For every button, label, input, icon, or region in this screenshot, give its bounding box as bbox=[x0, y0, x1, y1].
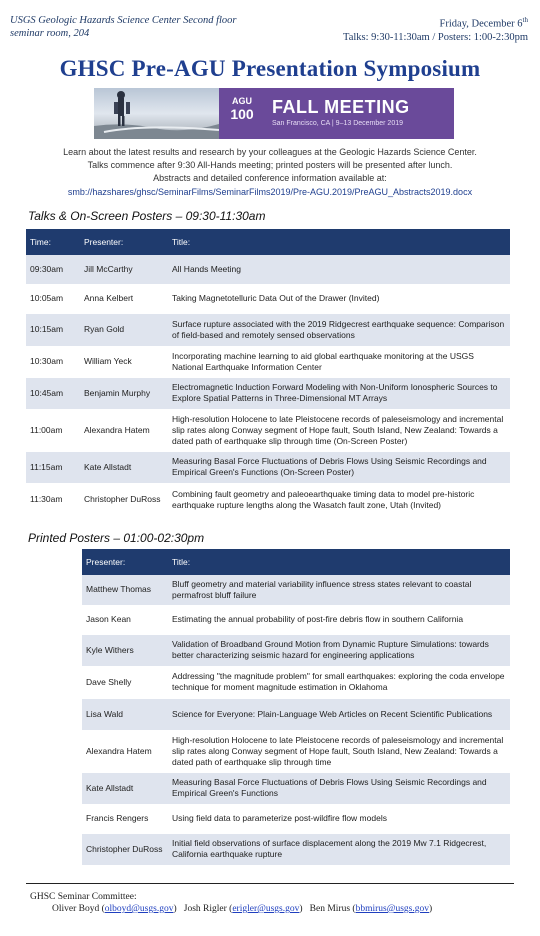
intro-line-2: Talks commence after 9:30 All-Hands meeting; printed posters will be presented after lunch. bbox=[87, 160, 453, 170]
talk-row bbox=[26, 346, 510, 377]
banner-scene-image bbox=[94, 88, 219, 139]
talk-time: 11:15am bbox=[26, 451, 80, 483]
poster-presenter: Lisa Wald bbox=[82, 698, 168, 730]
talk-time: 11:00am bbox=[26, 409, 80, 451]
poster-title: Initial field observations of surface displacement along the 2019 Mw 7.1 Ridgecrest, California earthquake rupture bbox=[168, 833, 510, 865]
poster-presenter: Francis Rengers bbox=[82, 804, 168, 833]
talk-presenter: Ryan Gold bbox=[80, 313, 168, 346]
member-email-link[interactable]: olboyd@usgs.gov bbox=[104, 904, 174, 914]
talk-presenter: Anna Kelbert bbox=[80, 284, 168, 313]
talk-title: All Hands Meeting bbox=[168, 255, 510, 284]
talk-title: Surface rupture associated with the 2019 Ridgecrest earthquake sequence: Comparison of field-based and remotely sensed observations bbox=[168, 313, 510, 346]
posters-table bbox=[82, 549, 510, 866]
banner-event-name: FALL MEETING bbox=[272, 97, 410, 117]
talks-header-row bbox=[26, 229, 510, 255]
banner-event-subtitle: San Francisco, CA | 9–13 December 2019 bbox=[272, 120, 404, 127]
member-email-link[interactable]: bbmirus@usgs.gov bbox=[355, 904, 430, 914]
talk-row bbox=[26, 284, 510, 313]
poster-row bbox=[82, 634, 510, 666]
event-times: Talks: 9:30-11:30am / Posters: 1:00-2:30pm bbox=[343, 31, 528, 43]
poster-presenter: Dave Shelly bbox=[82, 666, 168, 698]
footer-divider bbox=[26, 883, 514, 884]
poster-row bbox=[82, 575, 510, 605]
talk-time: 10:05am bbox=[26, 284, 80, 313]
poster-row bbox=[82, 698, 510, 730]
column-header-title: Title: bbox=[168, 549, 510, 575]
poster-title: Measuring Basal Force Fluctuations of Debris Flows Using Seismic Recordings and Empirical Green's Functions bbox=[168, 772, 510, 804]
member-name: Ben Mirus bbox=[309, 904, 351, 914]
event-date: Friday, December 6th bbox=[439, 16, 528, 30]
column-header-time: Time: bbox=[26, 229, 80, 255]
talk-presenter: Christopher DuRoss bbox=[80, 483, 168, 516]
talk-presenter: Kate Allstadt bbox=[80, 451, 168, 483]
talks-section-title: Talks & On-Screen Posters – 09:30-11:30am bbox=[28, 209, 266, 223]
schedule-info bbox=[343, 14, 528, 44]
abstracts-link[interactable]: smb://hazshares/ghsc/SeminarFilms/SeminarFilms2019/Pre-AGU.2019/PreAGU_Abstracts2019.docx bbox=[67, 187, 473, 197]
talk-row bbox=[26, 255, 510, 284]
poster-presenter: Jason Kean bbox=[82, 605, 168, 634]
talk-row bbox=[26, 313, 510, 346]
poster-title: Science for Everyone: Plain-Language Web Articles on Recent Scientific Publications bbox=[168, 698, 510, 730]
talk-title: Combining fault geometry and paleoearthquake timing data to model pre-historic earthquake rupture lengths along the Wasatch fault zone, Utah (Invited) bbox=[168, 483, 510, 516]
committee-footer bbox=[30, 891, 432, 915]
poster-title: Estimating the annual probability of post-fire debris flow in southern California bbox=[168, 605, 510, 634]
poster-row bbox=[82, 666, 510, 698]
poster-row bbox=[82, 804, 510, 833]
member-email-link[interactable]: erigler@usgs.gov bbox=[232, 904, 300, 914]
poster-row bbox=[82, 605, 510, 634]
intro-text bbox=[20, 146, 520, 185]
talk-title: Measuring Basal Force Fluctuations of Debris Flows Using Seismic Recordings and Empirical Green's Functions (On-Screen Poster) bbox=[168, 451, 510, 483]
location-line-1: USGS Geologic Hazards Science Center Second floor bbox=[10, 15, 237, 26]
posters-section-title: Printed Posters – 01:00-02:30pm bbox=[28, 531, 205, 545]
talk-title: Taking Magnetotelluric Data Out of the Drawer (Invited) bbox=[168, 284, 510, 313]
poster-title: Validation of Broadband Ground Motion from Dynamic Rupture Simulations: towards better characterizing seismic hazard for engineering applications bbox=[168, 634, 510, 666]
talk-time: 10:45am bbox=[26, 377, 80, 409]
talk-row bbox=[26, 451, 510, 483]
posters-header-row bbox=[82, 549, 510, 575]
intro-line-1: Learn about the latest results and research by your colleagues at the Geologic Hazards Science Center. bbox=[63, 147, 477, 157]
talk-title: Incorporating machine learning to aid global earthquake monitoring at the USGS National Earthquake Information Center bbox=[168, 346, 510, 377]
column-header-presenter: Presenter: bbox=[80, 229, 168, 255]
poster-row bbox=[82, 772, 510, 804]
poster-presenter: Kate Allstadt bbox=[82, 772, 168, 804]
talk-row bbox=[26, 483, 510, 516]
talk-presenter: Alexandra Hatem bbox=[80, 409, 168, 451]
talk-title: Electromagnetic Induction Forward Modeling with Non-Uniform Ionospheric Sources to Explore Spatial Patterns in Three-Dimensional MT Arrays bbox=[168, 377, 510, 409]
poster-presenter: Matthew Thomas bbox=[82, 575, 168, 605]
talk-row bbox=[26, 409, 510, 451]
talk-row bbox=[26, 377, 510, 409]
agu-fall-meeting-banner bbox=[94, 88, 454, 139]
member-name: Josh Rigler bbox=[183, 904, 227, 914]
column-header-title: Title: bbox=[168, 229, 510, 255]
poster-title: Addressing "the magnitude problem" for small earthquakes: exploring the coda envelope technique for moment magnitude estimation in Oklahoma bbox=[168, 666, 510, 698]
poster-title: Bluff geometry and material variability influence stress states relevant to coastal permafrost bluff failure bbox=[168, 575, 510, 605]
poster-presenter: Kyle Withers bbox=[82, 634, 168, 666]
committee-members: Oliver Boyd (olboyd@usgs.gov) Josh Rigler (erigler@usgs.gov) Ben Mirus (bbmirus@usgs.gov) bbox=[52, 904, 433, 914]
location-info bbox=[10, 14, 236, 40]
talks-table bbox=[26, 229, 510, 517]
committee-label: GHSC Seminar Committee: bbox=[30, 892, 137, 902]
poster-row bbox=[82, 730, 510, 772]
column-header-presenter: Presenter: bbox=[82, 549, 168, 575]
poster-presenter: Christopher DuRoss bbox=[82, 833, 168, 865]
banner-scene-graphic bbox=[94, 88, 219, 139]
page-title: GHSC Pre-AGU Presentation Symposium bbox=[59, 56, 481, 81]
talk-presenter: William Yeck bbox=[80, 346, 168, 377]
intro-line-3: Abstracts and detailed conference information available at: bbox=[153, 173, 387, 183]
talk-time: 10:30am bbox=[26, 346, 80, 377]
agu-100-logo: AGU 100 bbox=[230, 96, 254, 122]
talk-presenter: Benjamin Murphy bbox=[80, 377, 168, 409]
talk-time: 09:30am bbox=[26, 255, 80, 284]
poster-title: High-resolution Holocene to late Pleistocene records of paleseismology and incremental slip rates along Conway segment of Hope fault, South Island, New Zealand: Towards a dated path of earthquake slip through time bbox=[168, 730, 510, 772]
talk-presenter: Jill McCarthy bbox=[80, 255, 168, 284]
talk-time: 11:30am bbox=[26, 483, 80, 516]
poster-row bbox=[82, 833, 510, 865]
location-line-2: seminar room, 204 bbox=[10, 28, 90, 39]
poster-title: Using field data to parameterize post-wildfire flow models bbox=[168, 804, 510, 833]
talk-time: 10:15am bbox=[26, 313, 80, 346]
poster-presenter: Alexandra Hatem bbox=[82, 730, 168, 772]
member-name: Oliver Boyd bbox=[52, 904, 100, 914]
talk-title: High-resolution Holocene to late Pleistocene records of paleseismology and incremental slip rates along Conway segment of Hope fault, South Island, New Zealand: Towards a dated path of earthquake slip through time (On-Screen Poster) bbox=[168, 409, 510, 451]
